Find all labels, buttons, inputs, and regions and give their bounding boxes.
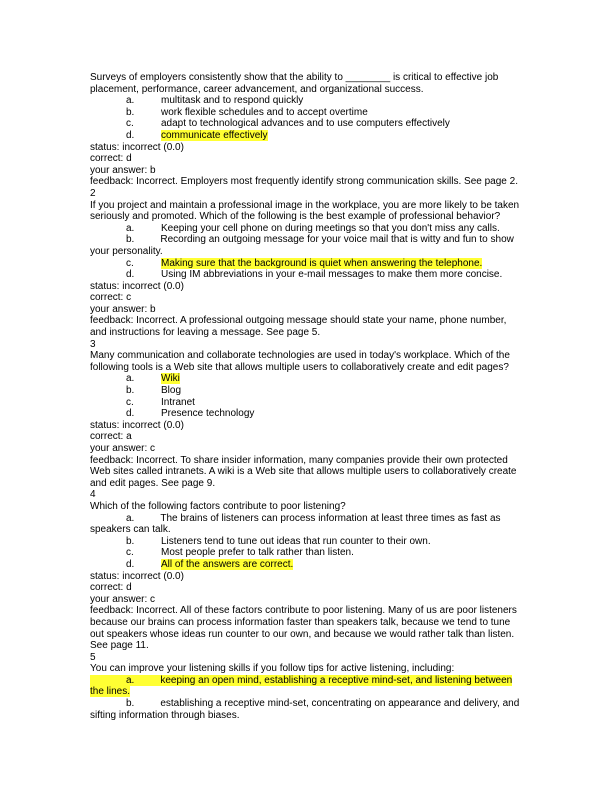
your-answer-line: your answer: c <box>90 443 156 454</box>
quiz-results <box>90 72 522 721</box>
highlighted-answer: communicate effectively <box>161 129 268 141</box>
your-answer-line: your answer: b <box>90 303 156 315</box>
feedback-line: feedback: Incorrect. To share insider information, many companies provide their own protected Web sites called intranets. A wiki is a Web site that allows multiple users to collaboratively create and edit pages. See page 9. <box>90 454 517 489</box>
option-b: b. establishing a receptive mind-set, concentrating on appearance and delivery, and sifting information through biases. <box>90 698 520 721</box>
option-d-correct: d. All of the answers are correct. <box>126 558 294 570</box>
status-line: status: incorrect (0.0) <box>90 570 184 582</box>
status-line: status: incorrect (0.0) <box>90 419 184 431</box>
status-line: status: incorrect (0.0) <box>90 141 184 153</box>
highlighted-answer: All of the answers are correct. <box>161 558 294 570</box>
option-b: b. work flexible schedules and to accept overtime <box>126 106 368 118</box>
highlighted-answer: a. keeping an open mind, establishing a receptive mind-set, and listening between the lines. <box>90 674 513 698</box>
correct-line: correct: d <box>90 582 132 594</box>
feedback-line: feedback: Incorrect. All of these factors contribute to poor listening. Many of us are poor listeners because our brains can process information faster than speakers talk, because we tend to tune out speakers whose ideas run counter to our own, and because we would rather talk than listen. See page 11. <box>90 605 517 652</box>
question-stem: Which of the following factors contribute to poor listening? <box>90 500 346 512</box>
option-b: b. Listeners tend to tune out ideas that run counter to their own. <box>126 535 431 547</box>
option-c: c. Intranet <box>126 396 195 408</box>
question-stem: Many communication and collaborate technologies are used in today's workplace. Which of the following tools is a Web site that allows multiple users to collaboratively create and edit pages? <box>90 350 510 373</box>
your-answer-line: your answer: c <box>90 593 156 605</box>
your-answer-line: your answer: b <box>90 164 156 176</box>
question-block <box>90 339 522 490</box>
option-b: b. Recording an outgoing message for your voice mail that is witty and fun to show your personality. <box>90 234 514 257</box>
question-block <box>90 72 522 188</box>
question-stem: Surveys of employers consistently show that the ability to ________ is critical to effective job placement, performance, career advancement, and organizational success. <box>90 72 499 95</box>
option-c: c. adapt to technological advances and to use computers effectively <box>126 118 450 130</box>
question-block <box>90 489 522 651</box>
question-number: 5 <box>90 651 96 663</box>
question-number: 2 <box>90 187 96 199</box>
question-number: 4 <box>90 489 96 501</box>
option-a: a. Keeping your cell phone on during meetings so that you don't miss any calls. <box>126 222 500 234</box>
correct-line: correct: c <box>90 292 132 304</box>
option-d-correct: d. communicate effectively <box>126 129 268 141</box>
status-line: status: incorrect (0.0) <box>90 280 184 292</box>
option-d: d. Presence technology <box>126 408 255 420</box>
highlighted-answer: Wiki <box>161 373 180 385</box>
option-c: c. Most people prefer to talk rather than listen. <box>126 547 354 559</box>
correct-line: correct: a <box>90 431 132 443</box>
highlighted-answer: Making sure that the background is quiet when answering the telephone. <box>161 257 483 269</box>
option-a-correct <box>90 675 522 698</box>
option-b: b. Blog <box>126 385 182 397</box>
option-a: a. The brains of listeners can process information at least three times as fast as speakers can talk. <box>90 512 501 536</box>
option-d: d. Using IM abbreviations in your e-mail messages to make them more concise. <box>126 269 503 281</box>
feedback-line: feedback: Incorrect. A professional outgoing message should state your name, phone number, and instructions for leaving a message. See page 5. <box>90 315 507 339</box>
option-a: a. multitask and to respond quickly <box>126 95 304 107</box>
question-number: 3 <box>90 338 96 350</box>
option-c-correct: c. Making sure that the background is quiet when answering the telephone. <box>126 257 483 269</box>
question-stem: You can improve your listening skills if you follow tips for active listening, including: <box>90 663 455 675</box>
feedback-line: feedback: Incorrect. Employers most frequently identify strong communication skills. See page 2. <box>90 176 518 188</box>
correct-line: correct: d <box>90 153 132 165</box>
option-a-correct: a. Wiki <box>126 373 180 385</box>
question-block <box>90 652 522 722</box>
question-block <box>90 188 522 339</box>
question-stem: If you project and maintain a professional image in the workplace, you are more likely to be taken seriously and promoted. Which of the following is the best example of professional behavior? <box>90 199 520 223</box>
